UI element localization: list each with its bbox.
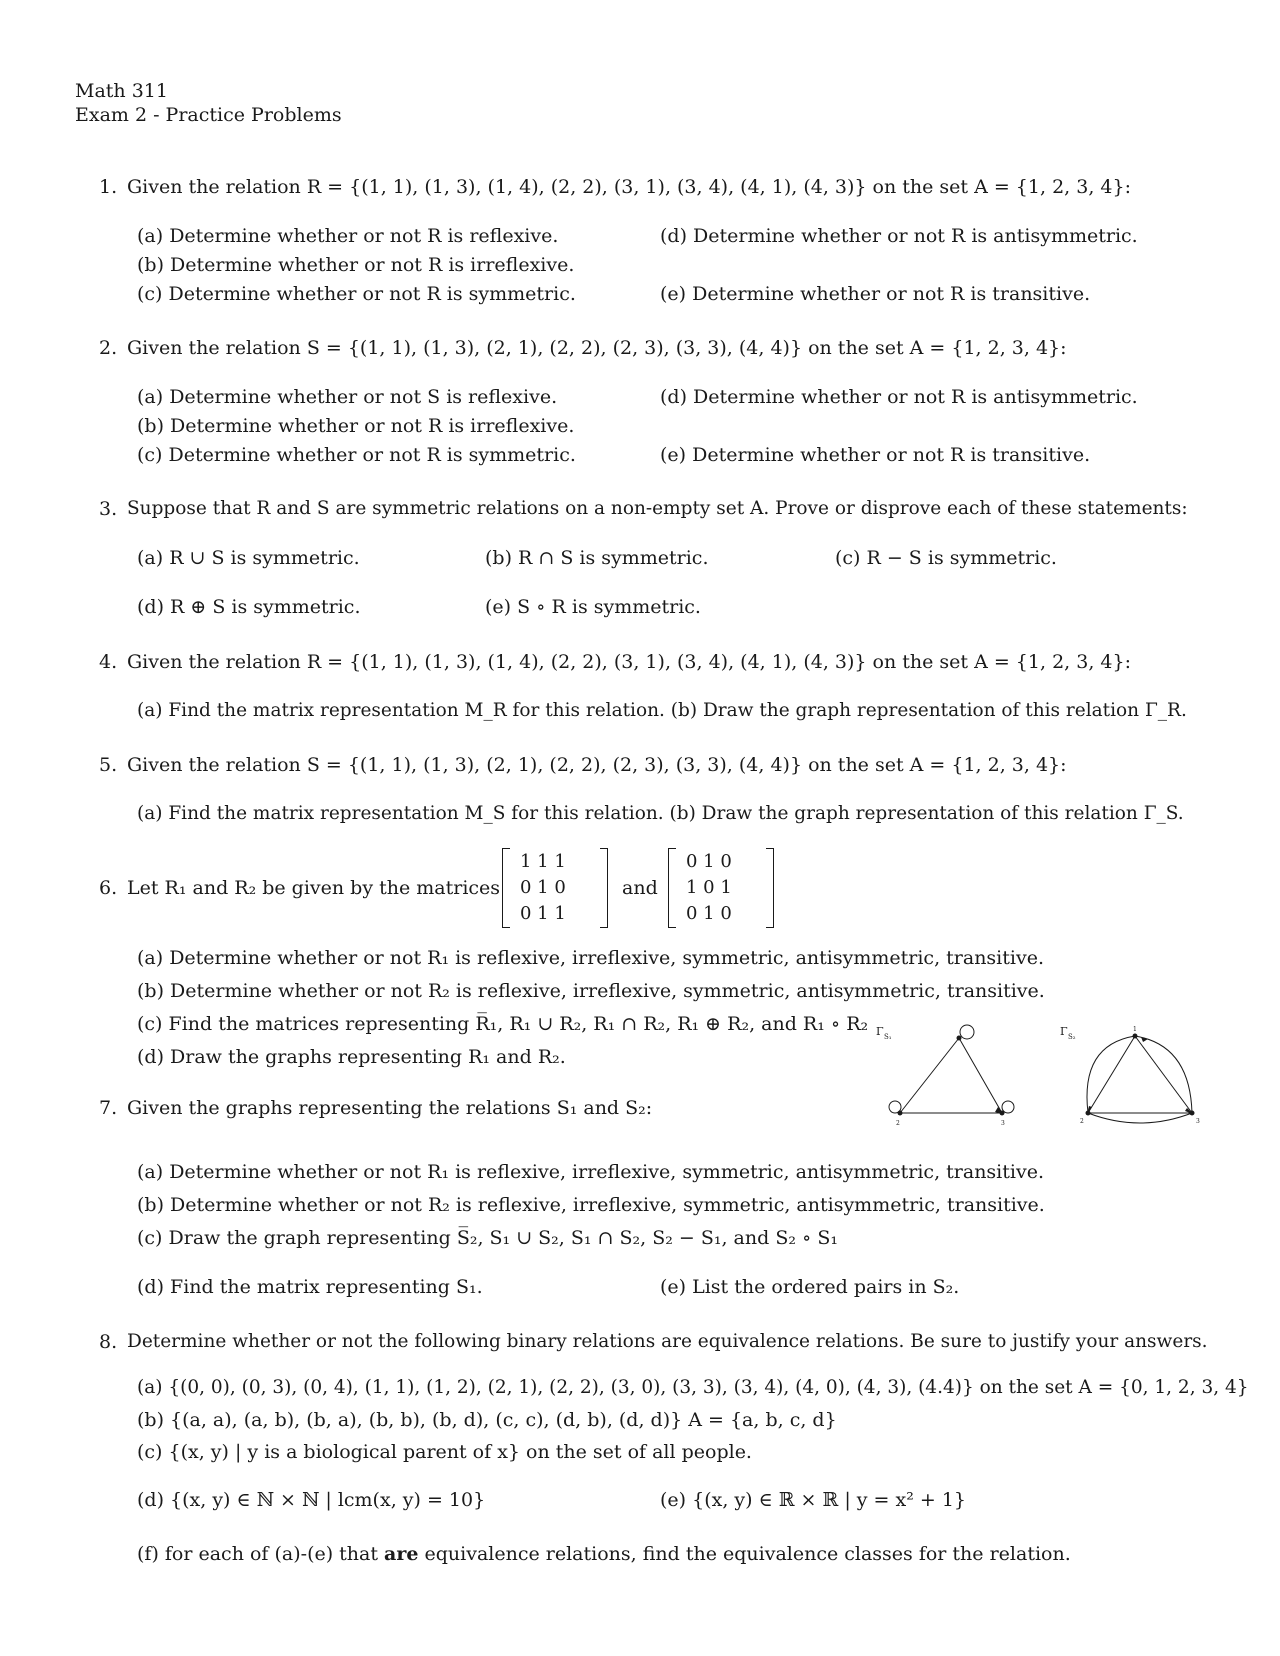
- graph-s1-edge-1-2: [900, 1038, 959, 1113]
- graph-s1-edge-1-3: [959, 1038, 1002, 1113]
- problem-3a: (a) R ∪ S is symmetric.: [137, 547, 360, 569]
- problem-5-stem: Given the relation S = {(1, 1), (1, 3), (2, 1), (2, 2), (2, 3), (3, 3), (4, 4)} on the set A = {1, 2, 3, 4}:: [127, 754, 1067, 776]
- problem-3-stem: Suppose that R and S are symmetric relations on a non-empty set A. Prove or disprove each of these statements:: [127, 498, 1188, 519]
- exam-title: Exam 2 - Practice Problems: [75, 104, 342, 126]
- problem-2e: (e) Determine whether or not R is transitive.: [660, 444, 1091, 466]
- problem-5ab: (a) Find the matrix representation M_S for this relation. (b) Draw the graph representation of this relation Γ_S.: [137, 803, 1184, 824]
- problem-3e: (e) S ∘ R is symmetric.: [485, 596, 701, 618]
- graph-s2-node-1: [1133, 1034, 1138, 1039]
- graph-s1-label: Γ: [876, 1025, 884, 1038]
- problem-8-number: 8.: [99, 1331, 118, 1353]
- problem-8a: (a) {(0, 0), (0, 3), (0, 4), (1, 1), (1, 2), (2, 1), (2, 2), (3, 0), (3, 3), (3, 4), (4, 0), (4, 3), (4.4)} on the set A = {0, 1, 2, 3, 4}: [137, 1377, 1249, 1398]
- problem-3b: (b) R ∩ S is symmetric.: [485, 547, 709, 569]
- problem-7a: (a) Determine whether or not R₁ is reflexive, irreflexive, symmetric, antisymmetric, transitive.: [137, 1161, 1044, 1183]
- matrix-2-left-bracket: [668, 848, 676, 928]
- problem-7d: (d) Find the matrix representing S₁.: [137, 1276, 483, 1298]
- problem-8f: (f) for each of (a)-(e) that are equivalence relations, find the equivalence classes for the relation.: [137, 1543, 1071, 1565]
- graph-s2: [1050, 1015, 1210, 1135]
- matrix-2-right-bracket: [766, 848, 774, 928]
- graph-s1-node-2: [898, 1111, 903, 1116]
- matrix-1-left-bracket: [502, 848, 510, 928]
- problem-1c: (c) Determine whether or not R is symmetric.: [137, 283, 576, 305]
- problem-1d: (d) Determine whether or not R is antisymmetric.: [660, 225, 1138, 247]
- graph-s1-node-3: [1000, 1111, 1005, 1116]
- problem-1-number: 1.: [99, 176, 118, 198]
- svg-text:2: 2: [896, 1120, 900, 1127]
- problem-8b: (b) {(a, a), (a, b), (b, a), (b, b), (b, d), (c, c), (d, b), (d, d)} A = {a, b, c, d}: [137, 1409, 837, 1431]
- problem-3c: (c) R − S is symmetric.: [835, 547, 1057, 569]
- matrix-2-row-1: 0 1 0: [686, 851, 732, 872]
- graph-s1-loop-1: [960, 1025, 974, 1039]
- problem-6-number: 6.: [99, 877, 118, 899]
- problem-7c: (c) Draw the graph representing S̅₂, S₁ ∪ S₂, S₁ ∩ S₂, S₂ − S₁, and S₂ ∘ S₁: [137, 1227, 838, 1249]
- matrix-2-row-3: 0 1 0: [686, 903, 732, 924]
- graph-s2-edge-1-2: [1088, 1036, 1135, 1113]
- problem-1-stem: Given the relation R = {(1, 1), (1, 3), (1, 4), (2, 2), (3, 1), (3, 4), (4, 1), (4, 3)} on the set A = {1, 2, 3, 4}:: [127, 176, 1131, 198]
- graph-s1-node-1: [957, 1036, 962, 1041]
- graph-s2-node-3: [1190, 1111, 1195, 1116]
- svg-text:3: 3: [1196, 1118, 1200, 1125]
- graph-s1: [860, 1015, 1035, 1135]
- problem-4ab: (a) Find the matrix representation M_R for this relation. (b) Draw the graph representation of this relation Γ_R.: [137, 700, 1187, 721]
- course-title: Math 311: [75, 80, 168, 102]
- problem-6c: (c) Find the matrices representing R̅₁, R₁ ∪ R₂, R₁ ∩ R₂, R₁ ⊕ R₂, and R₁ ∘ R₂: [137, 1013, 869, 1035]
- matrix-1-row-3: 0 1 1: [520, 903, 566, 924]
- problem-4-stem: Given the relation R = {(1, 1), (1, 3), (1, 4), (2, 2), (3, 1), (3, 4), (4, 1), (4, 3)} on the set A = {1, 2, 3, 4}:: [127, 651, 1131, 673]
- problem-6d: (d) Draw the graphs representing R₁ and R₂.: [137, 1046, 566, 1068]
- problem-5-number: 5.: [99, 754, 118, 776]
- problem-4-number: 4.: [99, 651, 118, 673]
- problem-2-number: 2.: [99, 337, 118, 359]
- problem-7-number: 7.: [99, 1097, 118, 1119]
- problem-3-number: 3.: [99, 498, 118, 520]
- problem-2b: (b) Determine whether or not R is irreflexive.: [137, 415, 575, 437]
- svg-text:S₂: S₂: [1068, 1033, 1076, 1041]
- problem-6-stem: Let R₁ and R₂ be given by the matrices: [127, 877, 501, 899]
- matrix-1-row-1: 1 1 1: [520, 851, 566, 872]
- problem-7e: (e) List the ordered pairs in S₂.: [660, 1276, 960, 1298]
- graph-s2-node-2: [1086, 1111, 1091, 1116]
- matrix-and: and: [622, 877, 658, 899]
- svg-text:S₁: S₁: [884, 1033, 892, 1041]
- graph-s2-arc-2-3: [1088, 1113, 1192, 1123]
- graph-s1-loop-3: [1002, 1101, 1014, 1113]
- graph-s2-edge-1-3: [1135, 1036, 1192, 1113]
- matrix-2-row-2: 1 0 1: [686, 877, 732, 898]
- graph-s2-label: Γ: [1060, 1025, 1068, 1038]
- problem-1a: (a) Determine whether or not R is reflexive.: [137, 225, 559, 247]
- problem-8-stem: Determine whether or not the following binary relations are equivalence relations. Be sure to justify your answers.: [127, 1331, 1208, 1352]
- problem-1b: (b) Determine whether or not R is irreflexive.: [137, 254, 575, 276]
- problem-8c: (c) {(x, y) | y is a biological parent of x} on the set of all people.: [137, 1441, 752, 1463]
- svg-text:2: 2: [1080, 1118, 1084, 1125]
- problem-2a: (a) Determine whether or not S is reflexive.: [137, 386, 558, 408]
- problem-8e: (e) {(x, y) ∈ ℝ × ℝ | y = x² + 1}: [660, 1489, 966, 1511]
- problem-7-stem: Given the graphs representing the relations S₁ and S₂:: [127, 1097, 653, 1119]
- problem-7b: (b) Determine whether or not R₂ is reflexive, irreflexive, symmetric, antisymmetric, transitive.: [137, 1194, 1045, 1216]
- matrix-1-right-bracket: [600, 848, 608, 928]
- problem-6b: (b) Determine whether or not R₂ is reflexive, irreflexive, symmetric, antisymmetric, transitive.: [137, 980, 1045, 1002]
- problem-2-stem: Given the relation S = {(1, 1), (1, 3), (2, 1), (2, 2), (2, 3), (3, 3), (4, 4)} on the set A = {1, 2, 3, 4}:: [127, 337, 1067, 359]
- svg-text:1: 1: [1133, 1026, 1137, 1033]
- problem-8f-emphasis: are: [384, 1543, 419, 1565]
- svg-text:3: 3: [1001, 1120, 1005, 1127]
- problem-3d: (d) R ⊕ S is symmetric.: [137, 596, 361, 618]
- problem-1e: (e) Determine whether or not R is transitive.: [660, 283, 1091, 305]
- problem-8d: (d) {(x, y) ∈ ℕ × ℕ | lcm(x, y) = 10}: [137, 1489, 486, 1511]
- problem-6a: (a) Determine whether or not R₁ is reflexive, irreflexive, symmetric, antisymmetric, transitive.: [137, 947, 1044, 969]
- problem-2d: (d) Determine whether or not R is antisymmetric.: [660, 386, 1138, 408]
- problem-2c: (c) Determine whether or not R is symmetric.: [137, 444, 576, 466]
- matrix-1-row-2: 0 1 0: [520, 877, 566, 898]
